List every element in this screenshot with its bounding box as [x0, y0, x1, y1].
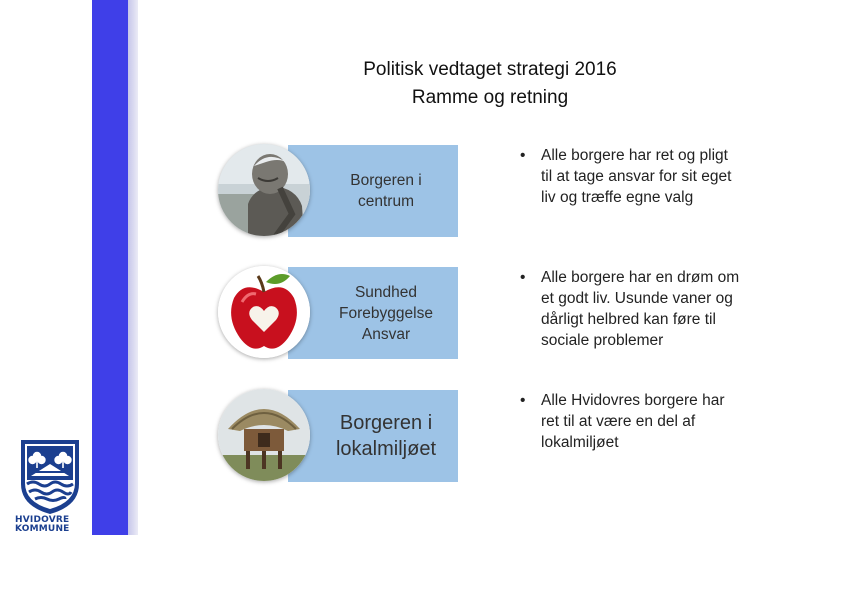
apple-heart-icon	[218, 266, 310, 358]
strategy-row-2	[0, 267, 842, 363]
logo-line2: KOMMUNE	[15, 524, 70, 534]
bullet-line: dårligt helbred kan føre til	[541, 311, 716, 328]
row-label-line: centrum	[357, 193, 414, 210]
row-label-line: Borgeren i	[350, 172, 422, 189]
bullet-line: Alle Hvidovres borgere har	[541, 392, 725, 409]
bullet-line: et godt liv. Usunde vaner og	[541, 290, 733, 307]
row-label-line: Forebyggelse	[339, 304, 433, 322]
thatched-hut-icon	[218, 389, 310, 481]
logo-line1: HVIDOVRE	[15, 515, 70, 525]
row-label-line: Sundhed	[354, 283, 418, 301]
strategy-row-3	[0, 390, 842, 486]
row-label-line: Ansvar	[361, 325, 411, 343]
row-label-line: Borgeren i	[339, 412, 433, 434]
logo-wordmark	[15, 516, 85, 534]
row-label-box	[288, 145, 458, 237]
bullet-line: til at tage ansvar for sit eget	[541, 168, 732, 185]
strategy-row-1	[0, 145, 842, 241]
row-label-line: lokalmiljøet	[335, 438, 437, 460]
statue-portrait-icon	[218, 144, 310, 236]
bullet-dot-icon: •	[520, 147, 526, 164]
row-label-box	[288, 390, 458, 482]
bullet-line: ret til at være en del af	[541, 413, 696, 430]
slide-title	[300, 56, 680, 112]
bullet-line: sociale problemer	[541, 332, 664, 349]
row-label-box	[288, 267, 458, 359]
bullet-line: lokalmiljøet	[541, 434, 619, 451]
bullet-line: liv og træffe egne valg	[541, 189, 694, 206]
title-line2: Ramme og retning	[411, 87, 569, 108]
bullet-dot-icon: •	[520, 269, 526, 286]
bullet-dot-icon: •	[520, 392, 526, 409]
title-line1: Politisk vedtaget strategi 2016	[363, 59, 617, 80]
bullet-line: Alle borgere har en drøm om	[541, 269, 740, 286]
bullet-line: Alle borgere har ret og pligt	[541, 147, 728, 164]
